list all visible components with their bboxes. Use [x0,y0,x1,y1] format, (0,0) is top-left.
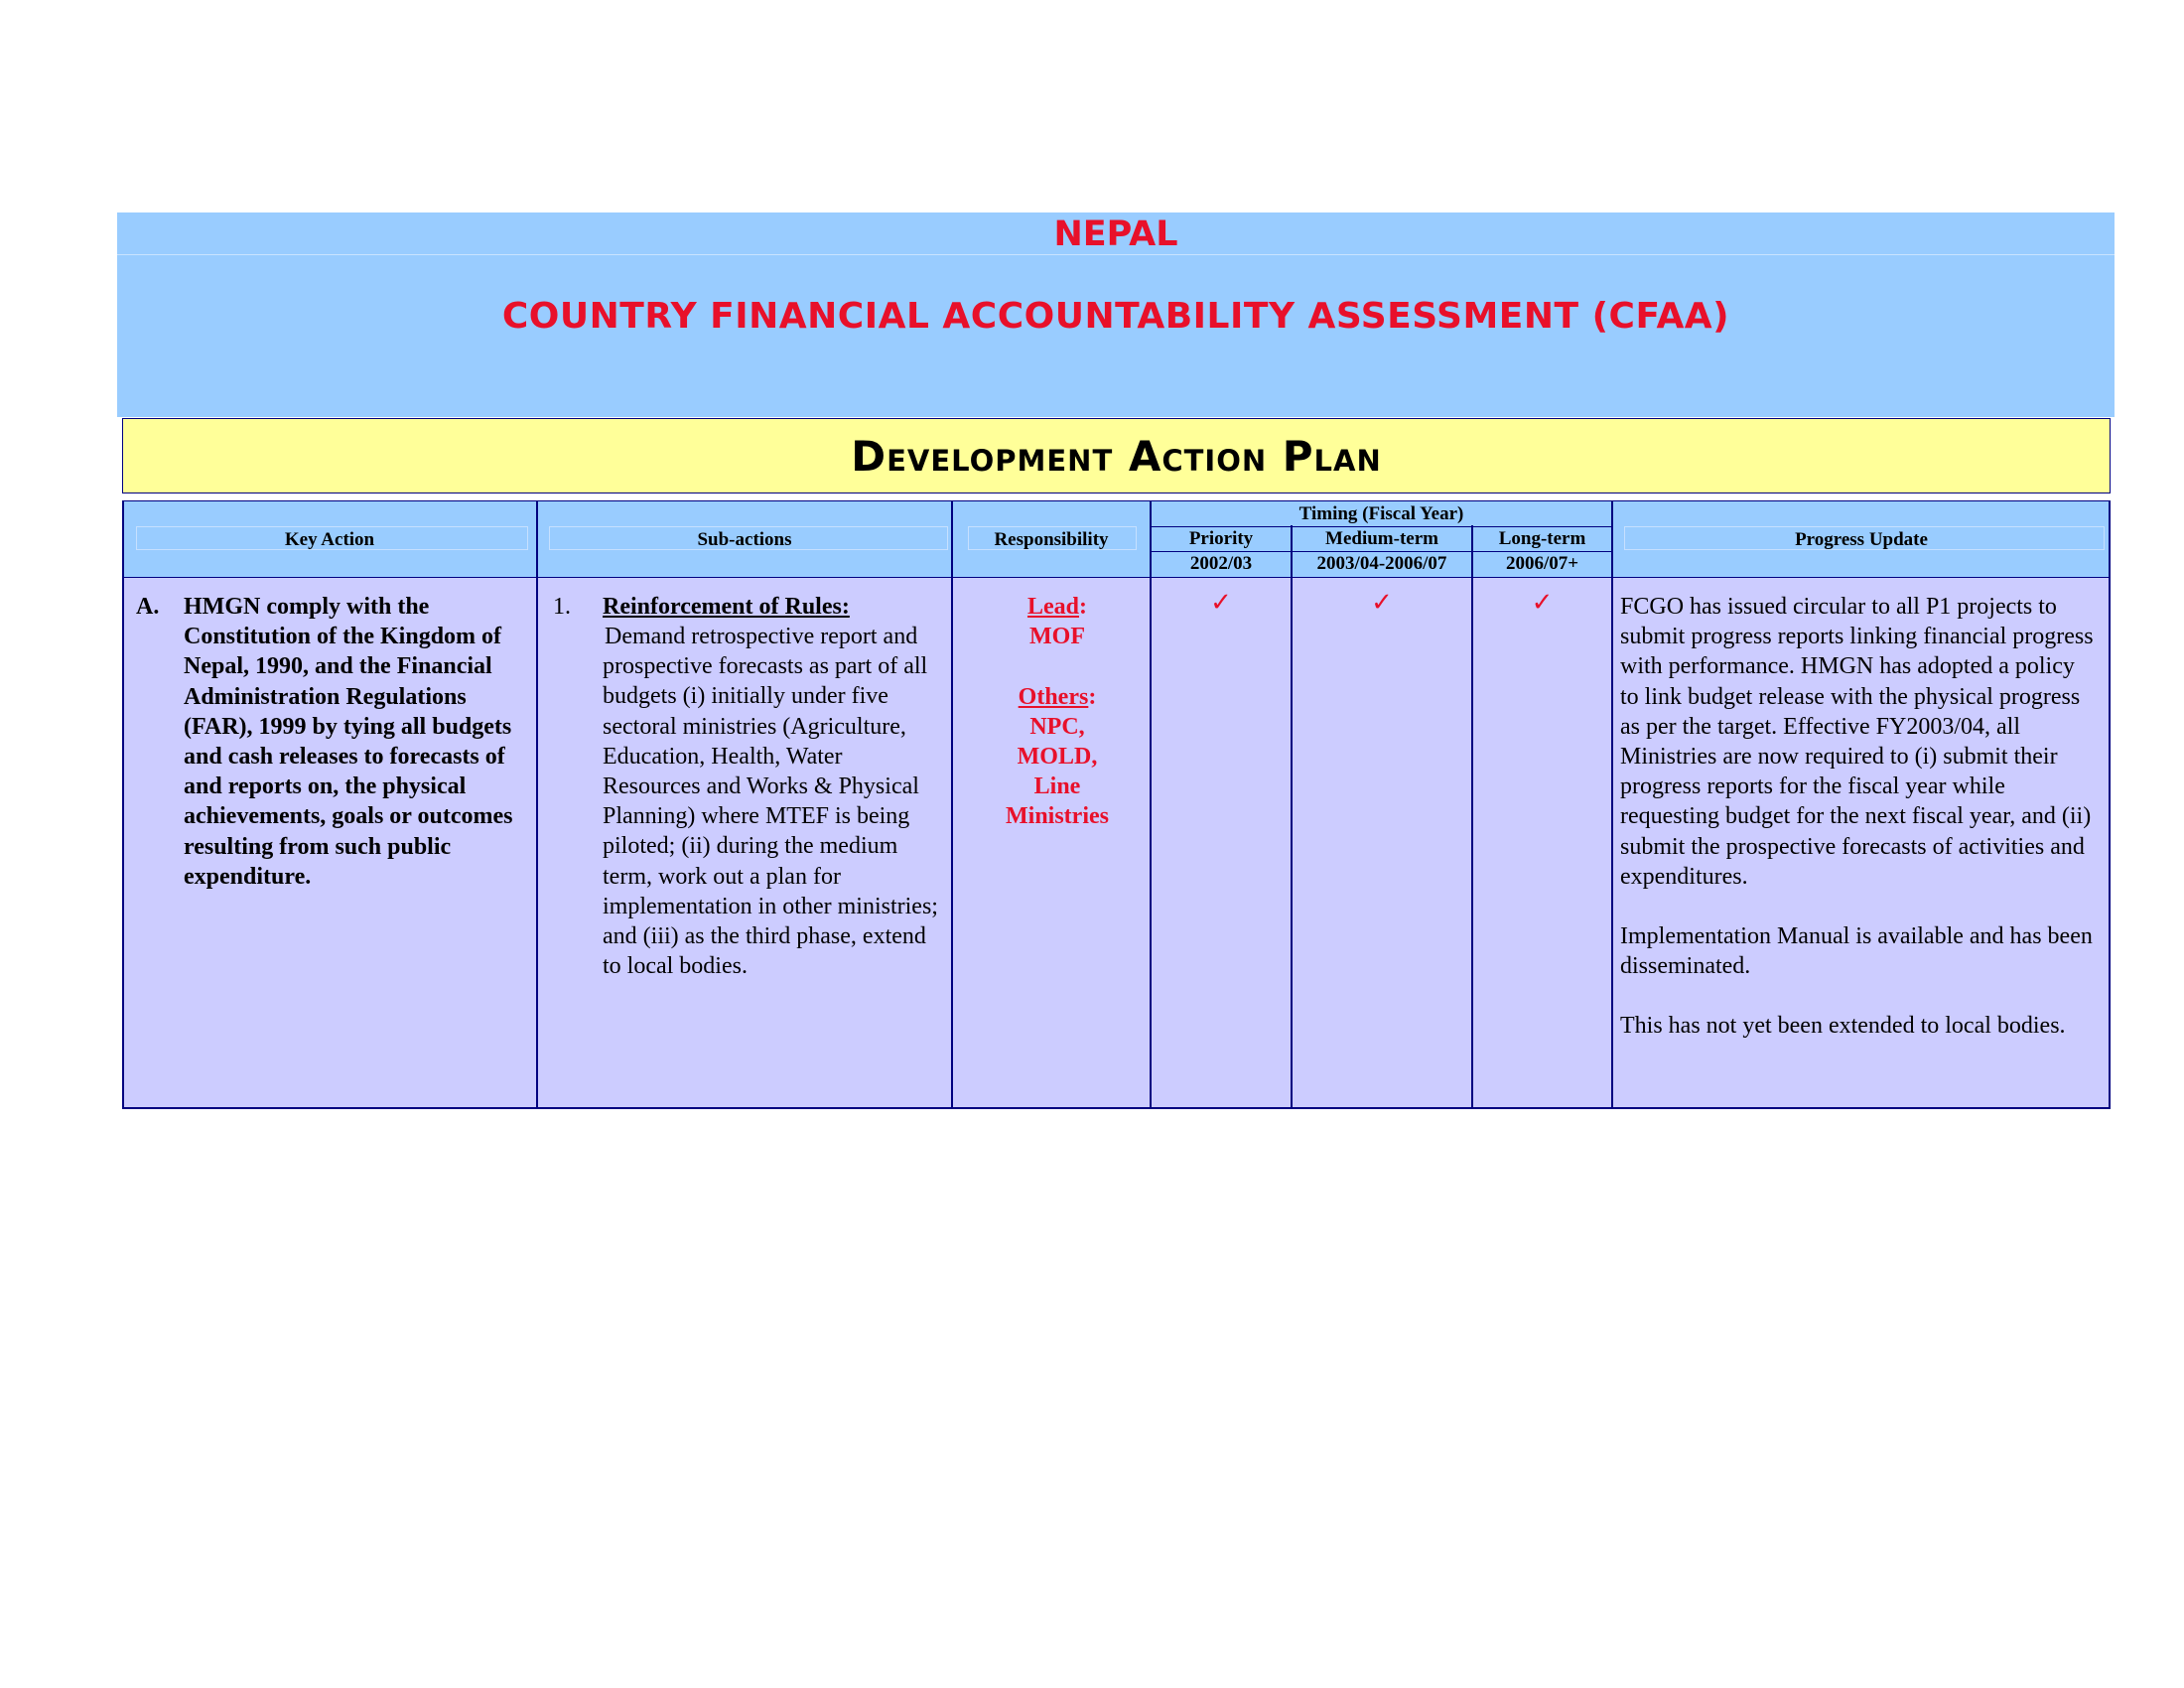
long-term-check-icon: ✓ [1531,588,1554,618]
others-label: Others [1018,683,1089,710]
progress-update-cell [1620,592,2097,1071]
others-value: MOLD, [1017,744,1098,771]
header-medium-term-years: 2003/04-2006/07 [1316,553,1447,574]
timing-divider [1151,526,1612,527]
header-priority-years: 2002/03 [1189,553,1253,574]
header-medium-term: Medium-term [1325,528,1438,549]
action-plan-table [122,500,2111,1109]
others-value: Line [1033,774,1081,800]
country-name: NEPAL [117,212,2115,255]
table-header-row [122,500,2111,578]
header-priority: Priority [1188,528,1254,549]
progress-paragraph: Implementation Manual is available and has been disseminated. [1620,923,2093,980]
report-title: COUNTRY FINANCIAL ACCOUNTABILITY ASSESSMENT (CFAA) [501,296,1730,337]
progress-paragraph: This has not yet been extended to local bodies. [1620,1013,2066,1040]
sub-action-text: Demand retrospective report and prospective forecasts as part of all budgets (i) initially under five sectoral ministries (Agriculture, Education, Health, Water Resources and Works & Physical Planning) where MTEF is being piloted; (ii) during the medium term, work out a plan for implementation in other ministries; and (iii) as the third phase, extend to local bodies. [603,624,938,980]
progress-paragraph: FCGO has issued circular to all P1 projects to submit progress reports linking financial progress with performance. HMGN has adopted a policy to link budget release with the physical progress as per the target. Effective FY2003/04, all Ministries are now required to (i) submit their progress reports for the fiscal year while requesting budget for the next fiscal year, and (ii) submit the prospective forecasts of activities and expenditures. [1620,594,2094,890]
column-divider [2109,500,2111,1109]
title-banner [117,212,2115,417]
header-key-action: Key Action [284,529,375,550]
lead-value: MOF [1029,624,1085,650]
medium-term-check-icon: ✓ [1371,588,1393,618]
others-value: NPC, [1029,713,1085,740]
sub-action-heading: Reinforcement of Rules: [603,594,850,620]
timing-year-divider [1151,551,1612,552]
header-responsibility: Responsibility [994,529,1109,550]
lead-label: Lead [1026,594,1079,620]
header-long-term-years: 2006/07+ [1505,553,1579,574]
header-timing: Timing (Fiscal Year) [1298,503,1464,524]
column-divider [951,500,953,1109]
priority-check-icon: ✓ [1210,588,1232,618]
header-long-term: Long-term [1498,528,1586,549]
header-progress-update: Progress Update [1795,529,1928,550]
sub-action-number: 1. [553,594,571,620]
responsibility-cell: Lead: MOF Others: NPC, MOLD, Line Ministries [968,592,1147,832]
column-divider [536,500,538,1109]
plan-title: Development Action Plan [122,418,2111,493]
header-sub-actions: Sub-actions [697,529,792,550]
key-action-text: HMGN comply with the Constitution of the Kingdom of Nepal, 1990, and the Financial Administration Regulations (FAR), 1999 by tying all budgets and cash releases to forecasts of and reports on, the physical achievements, goals or outcomes resulting from such public expenditure. [184,594,513,890]
column-divider [122,500,124,1109]
key-action-marker: A. [136,594,160,620]
others-value: Ministries [1006,803,1109,830]
